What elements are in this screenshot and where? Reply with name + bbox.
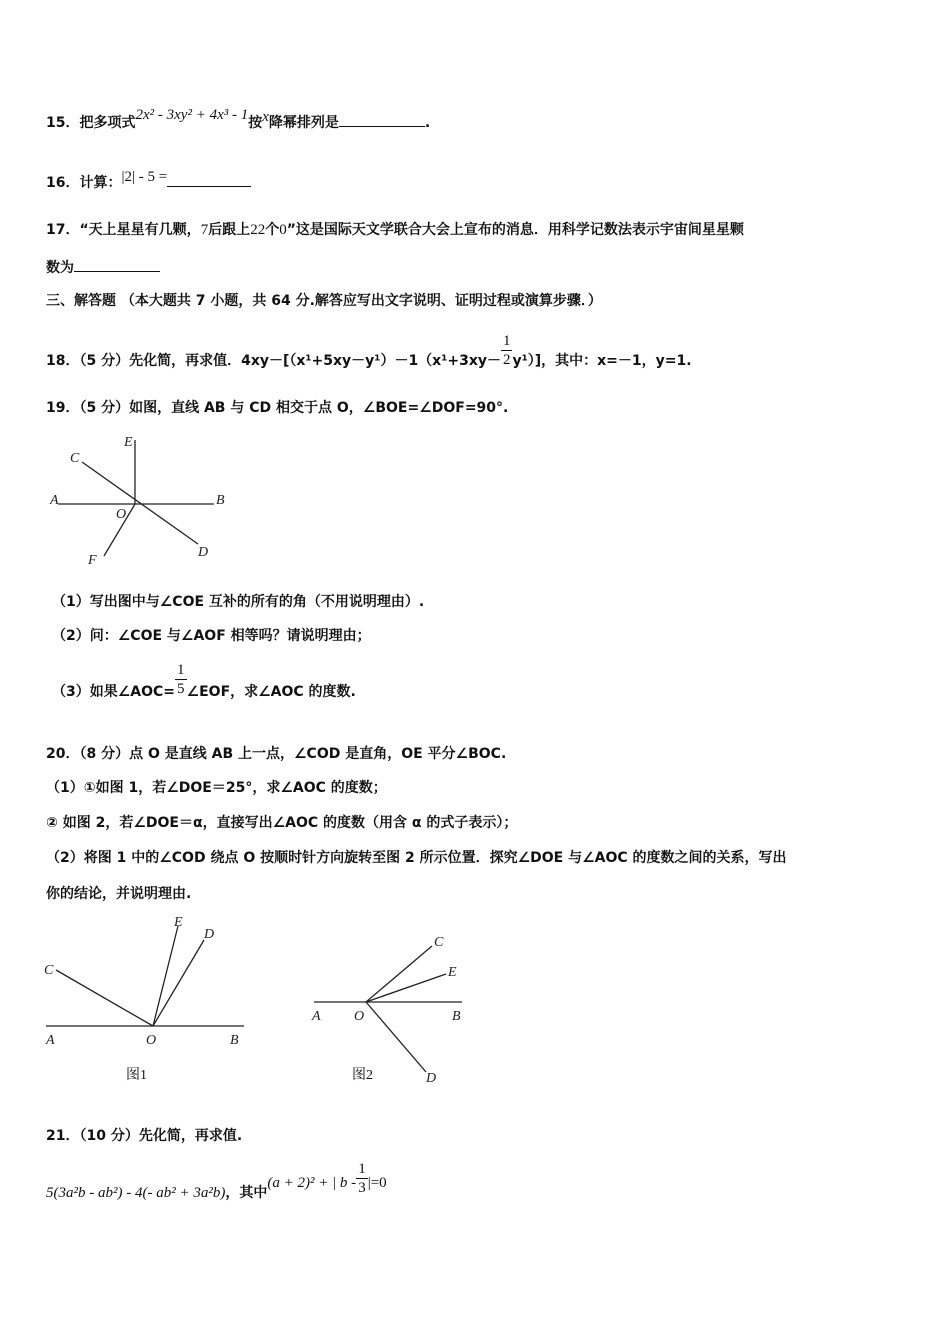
fig2-label-d: D xyxy=(426,1071,437,1086)
q21-fraction xyxy=(356,1160,368,1197)
fig2-ray-od xyxy=(366,1002,426,1072)
q17-number-7: 7 xyxy=(200,222,209,238)
q17-number-0: 0 xyxy=(279,222,287,238)
fig1-label-o: O xyxy=(146,1033,157,1048)
q16-expression: |2| - 5 = xyxy=(121,169,168,185)
q15-line xyxy=(46,107,431,133)
fig2-ray-oc xyxy=(366,946,432,1002)
fig2-label-b: B xyxy=(452,1009,461,1024)
q21-title: 21．（10 分）先化简，再求值. xyxy=(46,1128,243,1144)
q19-part2: （2）问：∠COE 与∠AOF 相等吗？请说明理由； xyxy=(52,628,371,644)
q15-answer-blank[interactable] xyxy=(339,112,425,127)
fig2-ray-oe xyxy=(366,974,446,1002)
q19-part3-text-b: ∠EOF，求∠AOC 的度数. xyxy=(186,683,356,700)
q19-title: 19．（5 分）如图，直线 AB 与 CD 相交于点 O，∠BOE=∠DOF=90°. xyxy=(46,400,509,416)
fig2-label-e: E xyxy=(448,965,457,980)
fig1-caption: 图1 xyxy=(126,1068,147,1083)
q17-number-22: 22 xyxy=(250,222,266,238)
q16-line xyxy=(46,169,251,193)
q21-frac-den: 3 xyxy=(358,1180,366,1196)
section-3-heading: 三、解答题 （本大题共 7 小题，共 64 分.解答应写出文字说明、证明过程或演算步骤．） xyxy=(46,293,602,309)
q19-part3-fraction xyxy=(175,661,187,698)
q21-expression: 5(3a²b - ab²) - 4(- ab² + 3a²b) xyxy=(46,1184,226,1201)
q17-text-c: 个 xyxy=(265,222,280,238)
q17-text-d: ”这是国际天文学联合大会上宣布的消息．用科学记数法表示宇宙间星星颗 xyxy=(286,222,744,238)
q15-var: x xyxy=(262,109,269,125)
q20-part2-cont: 你的结论，并说明理由. xyxy=(46,886,192,902)
fig1-label-b: B xyxy=(230,1033,239,1048)
q19-label-o: O xyxy=(116,507,127,522)
q16-prefix: 16．计算： xyxy=(46,175,122,191)
q19-label-f: F xyxy=(88,553,97,568)
q18-fraction xyxy=(501,332,513,369)
q17-text-line2: 数为 xyxy=(46,260,74,276)
q20-figure-1 xyxy=(40,912,260,1052)
fig1-label-c: C xyxy=(44,963,54,978)
q16-answer-blank[interactable] xyxy=(167,172,251,187)
q19-frac-den: 5 xyxy=(177,681,185,697)
q20-figure-2 xyxy=(308,928,478,1088)
q18-text-a: 18．（5 分）先化简，再求值．4xy－[（x¹+5xy－y¹）－1（x¹+3xy－ xyxy=(46,352,501,369)
q19-part3 xyxy=(52,661,356,698)
q19-label-c: C xyxy=(70,451,80,466)
fig1-ray-od xyxy=(153,940,204,1026)
fig1-label-e: E xyxy=(174,915,183,930)
q19-label-b: B xyxy=(216,493,225,508)
q15-suffix: 降幂排列是 xyxy=(268,115,339,131)
q15-polynomial: 2x² - 3xy² + 4x³ - 1 xyxy=(135,107,249,123)
q21-expression-line xyxy=(46,1160,387,1201)
q18-line xyxy=(46,332,692,369)
fig1-label-d: D xyxy=(204,927,215,942)
q21-frac-num: 1 xyxy=(358,1161,366,1177)
q19-part1: （1）写出图中与∠COE 互补的所有的角（不用说明理由）. xyxy=(52,594,425,610)
q17-line2 xyxy=(46,257,160,278)
q20-title: 20．（8 分）点 O 是直线 AB 上一点，∠COD 是直角，OE 平分∠BOC. xyxy=(46,746,507,762)
q15-mid: 按 xyxy=(248,115,263,131)
q15-prefix: 15．把多项式 xyxy=(46,115,136,131)
q21-mid: ，其中 xyxy=(225,1184,268,1201)
q19-label-e: E xyxy=(124,435,133,450)
q20-part2: （2）将图 1 中的∠COD 绕点 O 按顺时针方向旋转至图 2 所示位置．探究∠DOE 与∠AOC 的度数之间的关系，写出 xyxy=(46,850,787,866)
q17-text-b: 后跟上 xyxy=(208,222,251,238)
q19-figure xyxy=(44,432,234,572)
fig2-label-a: A xyxy=(312,1009,321,1024)
q21-condition-a: (a + 2)² + | b - xyxy=(267,1174,357,1191)
q17-line1 xyxy=(46,220,744,240)
q19-label-a: A xyxy=(50,493,59,508)
q20-part1-2: ② 如图 2，若∠DOE＝α，直接写出∠AOC 的度数（用含 α 的式子表示）； xyxy=(46,815,518,831)
q18-frac-den: 2 xyxy=(502,352,511,368)
fig1-ray-oe xyxy=(153,926,178,1026)
fig1-label-a: A xyxy=(46,1033,55,1048)
q19-label-d: D xyxy=(198,545,209,560)
q17-answer-blank[interactable] xyxy=(74,257,160,272)
fig2-label-o: O xyxy=(354,1009,365,1024)
fig2-label-c: C xyxy=(434,935,444,950)
q18-frac-num: 1 xyxy=(502,333,511,349)
q15-end: . xyxy=(424,115,431,131)
fig2-caption: 图2 xyxy=(352,1068,373,1083)
q20-part1: （1）①如图 1，若∠DOE＝25°，求∠AOC 的度数； xyxy=(46,780,387,796)
q19-line-cd xyxy=(82,462,198,544)
fig1-ray-oc xyxy=(56,970,153,1026)
q19-part3-text-a: （3）如果∠AOC= xyxy=(52,683,176,700)
q19-frac-num: 1 xyxy=(177,662,185,678)
q18-text-b: y¹）]，其中：x=－1，y=1. xyxy=(512,352,692,369)
q17-text-a: 17．“天上星星有几颗， xyxy=(46,222,201,238)
q21-condition-b: |=0 xyxy=(367,1174,387,1191)
